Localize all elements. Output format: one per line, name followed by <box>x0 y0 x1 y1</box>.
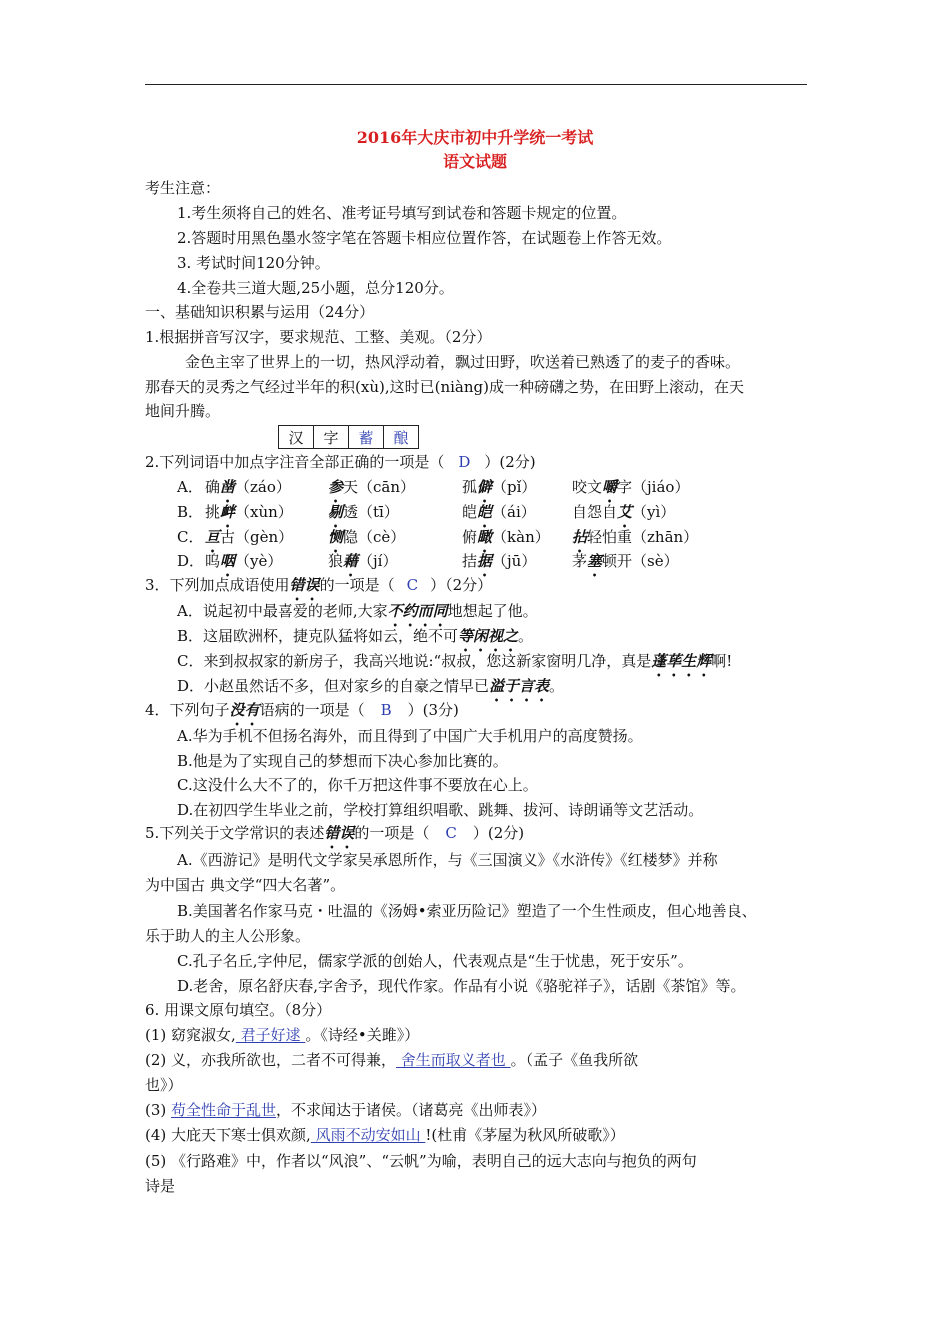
exam-title: 2016年大庆市初中升学统一考试 <box>356 128 594 147</box>
q6-answer-blank: 君子好逑 <box>235 1026 306 1044</box>
q2-word-pinyin: （xùn） <box>235 503 293 521</box>
q2-dotted-char: 塞 <box>587 552 603 570</box>
q2-word-text: 狼 <box>328 552 344 570</box>
notice-item: 4.全卷共三道大题,25小题，总分120分。 <box>177 279 454 297</box>
q2-word-text: 挑 <box>205 503 221 521</box>
q3-stem-text: 3．下列加点成语使用 <box>145 576 290 594</box>
q3-option-text: 地想起了他。 <box>447 602 538 620</box>
q2-word-text: 自怨自 <box>572 503 618 521</box>
q4-stem-text: ）(3分) <box>407 701 459 719</box>
q2-dotted-char: 剔 <box>328 503 344 521</box>
q3-option-text: 。 <box>518 627 534 645</box>
q3-stem-text: ）（2分） <box>430 576 493 594</box>
q2-word-pinyin: 天（cān） <box>343 478 416 496</box>
q6-answer-blank: 苟全性命于乱世 <box>171 1101 277 1119</box>
q2-word-pinyin: 透（tī） <box>343 503 399 521</box>
q4-stem-text: 4．下列句子 <box>145 701 230 719</box>
q6-item-text: 也》） <box>145 1076 183 1094</box>
q3-idiom: 不约而同 <box>387 602 448 620</box>
q6-item-text: 。《诗经•关雎》） <box>305 1026 420 1044</box>
q4-stem <box>145 700 459 729</box>
q2-word-pinyin: （jū） <box>492 552 537 570</box>
section-heading: 一、基础知识积累与运用（24分） <box>145 303 375 321</box>
q5-stem-text: ）(2分) <box>472 824 525 842</box>
grid-answer-cell: 酿 <box>384 426 419 449</box>
q4-answer: B <box>380 701 392 719</box>
q6-item-text: (2) 义，亦我所欲也，二者不可得兼， <box>145 1051 397 1069</box>
q5-stem-text: 5.下列关于文学常识的表述 <box>145 824 325 842</box>
q2-word-text: 确 <box>205 478 221 496</box>
q3-option-text: A．说起初中最喜爱的老师,大家 <box>177 602 388 620</box>
header-rule <box>145 84 807 85</box>
q2-dotted-char: 咽 <box>220 552 236 570</box>
q6-item-text: 。（孟子《鱼我所欲 <box>510 1051 639 1069</box>
q5-option: C.孔子名丘,字仲尼，儒家学派的创始人，代表观点是“生于忧患，死于安乐”。 <box>177 952 693 970</box>
q2-dotted-char: 艾 <box>617 503 633 521</box>
q4-option: C.这没什么大不了的，你千万把这件事不要放在心上。 <box>177 776 538 794</box>
q6-item-text: (3) <box>145 1101 172 1119</box>
q2-word-text: 皑 <box>462 503 478 521</box>
q6-item-text: ，不求闻达于诸侯。（诸葛亮《出师表》） <box>276 1101 547 1119</box>
q4-stem-emphasis: 没有 <box>229 701 260 719</box>
q5-option: A.《西游记》是明代文学家吴承恩所作，与《三国演义》《水浒传》《红楼梦》并称 <box>177 851 718 869</box>
q6-item <box>145 1025 419 1045</box>
q2-stem-text: 2.下列词语中加点字注音全部正确的一项是（ <box>145 453 445 471</box>
q6-item <box>145 1125 625 1145</box>
q6-item <box>145 1151 697 1171</box>
q3-stem-text: 的一项是（ <box>319 576 395 594</box>
q5-stem-text: 的一项是（ <box>354 824 430 842</box>
q4-stem-text: 语病的一项是（ <box>259 701 365 719</box>
q2-option-label: B． <box>177 503 204 521</box>
q2-option-label: C． <box>177 528 204 546</box>
q3-option-text: C．来到叔叔家的新房子，我高兴地说:“叔叔，您这新家窗明几净，真是 <box>177 652 652 670</box>
q5-option: 乐于助人的主人公形象。 <box>145 927 311 945</box>
q2-word-pinyin: （yè） <box>235 552 283 570</box>
q2-word-pinyin: （ái） <box>492 503 536 521</box>
q1-passage: 那春天的灵秀之气经过半年的积(xù),这时已(niàng)成一种磅礴之势，在田野上滚动，在天 <box>145 378 744 396</box>
q2-word-pinyin: （kàn） <box>492 528 550 546</box>
q3-option-text: B．这届欧洲杯，捷克队猛将如云，绝不可 <box>177 627 459 645</box>
q2-dotted-char: 衅 <box>220 503 236 521</box>
q2-stem-text: ）(2分) <box>484 453 536 471</box>
notice-item: 2.答题时用黑色墨水签字笔在答题卡相应位置作答，在试题卷上作答无效。 <box>177 229 672 247</box>
q3-answer: C <box>406 576 419 594</box>
q2-word-pinyin: 轻怕重（zhān） <box>587 528 699 546</box>
q5-answer: C <box>445 824 457 842</box>
q2-word-pinyin: （záo） <box>235 478 291 496</box>
q2-word-pinyin: 顿开（sè） <box>602 552 679 570</box>
grid-answer-cell: 蓄 <box>349 426 384 449</box>
q2-word-text: 拮 <box>462 552 478 570</box>
q5-stem-emphasis: 错误 <box>324 824 355 842</box>
q3-idiom: 蓬荜生辉 <box>651 652 712 670</box>
q3-idiom: 等闲视之 <box>458 627 519 645</box>
grid-cell: 字 <box>314 426 349 449</box>
q4-option: A.华为手机不但扬名海外，而且得到了中国广大手机用户的高度赞扬。 <box>177 727 643 745</box>
q3-option-text: 。 <box>549 677 565 695</box>
q2-word-pinyin: （yì） <box>632 503 676 521</box>
q2-dotted-char: 凿 <box>220 478 236 496</box>
q2-option-label: A． <box>177 478 203 496</box>
q2-word-pinyin: 古（gèn） <box>220 528 294 546</box>
q2-word-text: 茅 <box>572 552 588 570</box>
q3-stem <box>145 575 492 604</box>
q6-stem: 6. 用课文原句填空。（8分） <box>145 1001 332 1019</box>
q2-word-text: 呜 <box>205 552 221 570</box>
grid-cell: 汉 <box>279 426 314 449</box>
q1-answer-grid <box>278 425 419 449</box>
q2-option-label: D． <box>177 552 205 570</box>
q2-dotted-char: 藉 <box>343 552 359 570</box>
q1-passage: 金色主宰了世界上的一切，热风浮动着，飘过田野，吹送着已熟透了的麦子的香味。 <box>185 353 741 371</box>
q4-option: D.在初四学生毕业之前，学校打算组织唱歌、跳舞、拔河、诗朗诵等文艺活动。 <box>177 801 704 819</box>
q6-answer-blank: 风雨不动安如山 <box>310 1126 426 1144</box>
q6-item <box>145 1075 183 1095</box>
q2-word-pinyin: 隐（cè） <box>343 528 406 546</box>
q5-stem <box>145 823 524 852</box>
q2-dotted-char: 嚼 <box>602 478 618 496</box>
q6-item-text: (4) 大庇天下寒士俱欢颜, <box>145 1126 311 1144</box>
q6-item <box>145 1100 546 1120</box>
q2-dotted-char: 僻 <box>477 478 493 496</box>
q5-option: D.老舍，原名舒庆春,字舍予，现代作家。作品有小说《骆驼祥子》，话剧《茶馆》等。 <box>177 977 746 995</box>
q2-dotted-char: 亘 <box>205 528 221 546</box>
q6-item-text: (5) 《行路难》中，作者以“风浪”、“云帆”为喻，表明自己的远大志向与抱负的两句 <box>145 1152 697 1170</box>
q2-word-pinyin: 字（jiáo） <box>617 478 690 496</box>
q3-option-text: 啊! <box>711 652 733 670</box>
q2-word-text: 孤 <box>462 478 478 496</box>
q6-item <box>145 1050 638 1070</box>
q5-option: B.美国著名作家马克・吐温的《汤姆•索亚历险记》塑造了一个生性顽皮，但心地善良、 <box>177 902 757 920</box>
q2-dotted-char: 据 <box>477 552 493 570</box>
q1-stem: 1.根据拼音写汉字，要求规范、工整、美观。（2分） <box>145 328 492 346</box>
q5-option: 为中国古 典文学“四大名著”。 <box>145 876 346 894</box>
q2-dotted-char: 参 <box>328 478 344 496</box>
q6-item <box>145 1176 175 1196</box>
q6-item-text: (1) 窈窕淑女, <box>145 1026 236 1044</box>
q2-dotted-char: 瞰 <box>477 528 493 546</box>
q6-item-text: 诗是 <box>145 1177 176 1195</box>
q2-dotted-char: 恻 <box>328 528 344 546</box>
q3-idiom: 溢于言表 <box>489 677 550 695</box>
q2-stem <box>145 452 536 472</box>
q2-dotted-char: 皑 <box>477 503 493 521</box>
q2-word <box>572 551 679 580</box>
q3-option-text: D．小赵虽然话不多，但对家乡的自豪之情早已 <box>177 677 490 695</box>
notice-item: 3. 考试时间120分钟。 <box>177 254 330 272</box>
notice-item: 1.考生须将自己的姓名、准考证号填写到试卷和答题卡规定的位置。 <box>177 204 627 222</box>
q2-word-text: 俯 <box>462 528 478 546</box>
q2-word-pinyin: （pǐ） <box>492 478 537 496</box>
q4-option: B.他是为了实现自己的梦想而下决心参加比赛的。 <box>177 752 508 770</box>
notice-heading: 考生注意： <box>145 179 221 197</box>
q2-answer: D <box>458 453 471 471</box>
q6-item-text: !(杜甫《茅屋为秋风所破歌》） <box>425 1126 625 1144</box>
exam-subtitle: 语文试题 <box>442 152 507 171</box>
q2-dotted-char: 拈 <box>572 528 588 546</box>
q3-stem-emphasis: 错误 <box>289 576 320 594</box>
q2-word-pinyin: （jí） <box>358 552 398 570</box>
q1-passage: 地间升腾。 <box>145 402 221 420</box>
q2-word-text: 咬文 <box>572 478 603 496</box>
q6-answer-blank: 舍生而取义者也 <box>396 1051 511 1069</box>
